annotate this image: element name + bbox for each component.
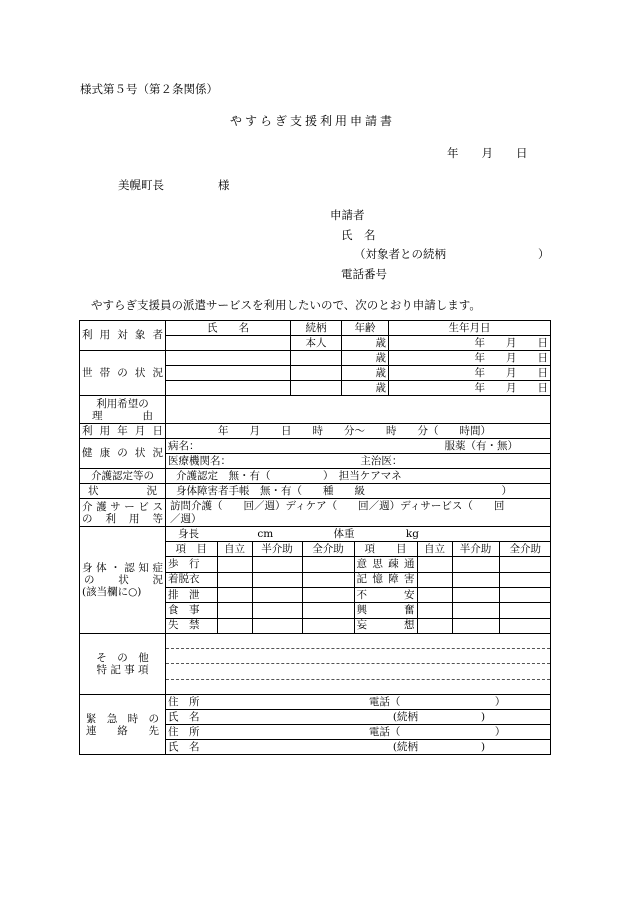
household-name-cell[interactable]: [166, 351, 291, 366]
adl-check[interactable]: [499, 557, 551, 572]
household-relation-cell[interactable]: [291, 366, 342, 381]
health-row-1[interactable]: [166, 439, 551, 454]
weight-label: 体重: [333, 528, 355, 540]
reason-input[interactable]: [166, 396, 551, 424]
col-birth: 生年月日: [389, 321, 551, 336]
adl-check[interactable]: [499, 572, 551, 587]
notes-line[interactable]: [166, 664, 550, 679]
notes-line[interactable]: [166, 634, 550, 649]
adl-header: 自立: [417, 542, 452, 557]
service-label-line1: 介護サービス: [82, 500, 163, 513]
emergency-name-row[interactable]: [166, 740, 551, 755]
adl-item-left: 食 事: [166, 603, 217, 618]
target-age[interactable]: 歳: [342, 336, 389, 351]
adl-header: 半介助: [452, 542, 499, 557]
adl-item-right: 不 安: [354, 587, 417, 602]
height-weight-row[interactable]: [166, 527, 550, 542]
adl-check[interactable]: [302, 557, 354, 572]
weight-unit: kg: [405, 528, 419, 540]
reason-label-line2: 理 由: [92, 409, 153, 422]
notes-input[interactable]: [166, 634, 551, 695]
emergency-label-line1: 緊 急 時 の: [86, 712, 159, 725]
adl-check[interactable]: [217, 618, 252, 633]
target-label: 利用対象者: [80, 321, 166, 351]
adl-item-right: 妄 想: [354, 618, 417, 633]
adl-check[interactable]: [252, 618, 302, 633]
disease-label: 病名：: [168, 439, 200, 452]
notes-label-line2: 特 記 事 項: [96, 664, 149, 676]
household-name-cell[interactable]: [166, 366, 291, 381]
reason-label: [80, 396, 166, 424]
adl-check[interactable]: [217, 603, 252, 618]
target-relation: 本人: [291, 336, 342, 351]
adl-check[interactable]: [452, 557, 499, 572]
date-input[interactable]: 年 月 日 時 分～ 時 分（ 時間）: [166, 424, 551, 439]
form-number: 様式第５号（第２条関係）: [80, 82, 218, 96]
service-input[interactable]: [166, 499, 551, 527]
adl-check[interactable]: [302, 603, 354, 618]
emergency-name-label: 氏 名: [168, 740, 200, 753]
applicant-name-label[interactable]: 氏 名: [341, 228, 376, 242]
care-row-1[interactable]: 介護認定 無・有（ ） 担当ケアマネ: [166, 469, 551, 484]
emergency-address-row[interactable]: [166, 695, 551, 710]
applicant-heading: 申請者: [330, 208, 365, 222]
height-label: 身長: [178, 528, 199, 540]
adl-check[interactable]: [217, 572, 252, 587]
adl-header: 項 目: [354, 542, 417, 557]
adl-item-right: 記憶障害: [354, 572, 417, 587]
condition-grid: [166, 527, 551, 634]
service-row-2: ／週）: [170, 512, 202, 525]
intro-text: やすらぎ支援員の派遣サービスを利用したいので、次のとおり申請します。: [91, 298, 481, 312]
adl-check[interactable]: [452, 572, 499, 587]
household-age[interactable]: 歳: [342, 381, 389, 396]
reason-label-line1: 利用希望の: [96, 397, 149, 410]
care-label-line1: 介護認定等の: [80, 469, 166, 484]
adl-header: 半介助: [252, 542, 302, 557]
adl-header: 全介助: [499, 542, 551, 557]
household-relation-cell[interactable]: [291, 351, 342, 366]
condition-label-line2: の 状 況: [84, 574, 163, 586]
condition-label: [80, 527, 166, 634]
adl-check[interactable]: [417, 572, 452, 587]
condition-label-line1: 身体・認知症: [82, 562, 163, 574]
notes-line[interactable]: [166, 649, 550, 664]
emergency-label: [80, 695, 166, 755]
date-label: 利用年月日: [80, 424, 166, 439]
adl-check[interactable]: [452, 618, 499, 633]
col-age: 年齢: [342, 321, 389, 336]
adl-check[interactable]: [252, 603, 302, 618]
adl-check[interactable]: [452, 603, 499, 618]
adl-check[interactable]: [302, 618, 354, 633]
adl-header: 自立: [217, 542, 252, 557]
col-relation: 続柄: [291, 321, 342, 336]
target-birthdate[interactable]: 年 月 日: [389, 336, 551, 351]
care-row-2[interactable]: 身体障害者手帳 無・有（ 種 級 ）: [166, 484, 551, 499]
household-name-cell[interactable]: [166, 381, 291, 396]
household-birthdate[interactable]: 年 月 日: [389, 351, 551, 366]
emergency-address-label: 住 所: [168, 725, 200, 738]
adl-header-row: [166, 542, 551, 557]
adl-check[interactable]: [417, 587, 452, 602]
medication-label: 服薬（有・無）: [444, 439, 518, 452]
emergency-name-row[interactable]: [166, 710, 551, 725]
application-date: 年 月 日: [447, 146, 528, 160]
emergency-address-row[interactable]: [166, 725, 551, 740]
adl-check[interactable]: [417, 618, 452, 633]
adl-table: [166, 542, 551, 633]
health-row-2[interactable]: [166, 454, 551, 469]
emergency-relation-label: (続柄 ): [392, 710, 486, 723]
notes-label-line1: そ の 他: [96, 652, 149, 664]
emergency-address-label: 住 所: [168, 695, 200, 708]
applicant-phone-label[interactable]: 電話番号: [341, 267, 387, 281]
household-age[interactable]: 歳: [342, 366, 389, 381]
household-age[interactable]: 歳: [342, 351, 389, 366]
health-label: 健康の状況: [80, 439, 166, 469]
col-name: 氏 名: [166, 321, 291, 336]
adl-row: [166, 587, 551, 602]
adl-check[interactable]: [217, 587, 252, 602]
adl-item-left: 失 禁: [166, 618, 217, 633]
notes-label: [80, 634, 166, 695]
adl-item-right: 興 奮: [354, 603, 417, 618]
adl-header: 全介助: [302, 542, 354, 557]
care-label-line2: 状 況: [80, 484, 166, 499]
emergency-phone-label: 電話（ ）: [368, 695, 506, 708]
document-title: やすらぎ支援利用申請書: [230, 114, 396, 128]
emergency-label-line2: 連 絡 先: [86, 724, 159, 737]
target-name-cell[interactable]: [166, 336, 291, 351]
emergency-name-label: 氏 名: [168, 710, 200, 723]
adl-item-right: 意思疎通: [354, 557, 417, 572]
service-label: [80, 499, 166, 527]
application-form-table: [79, 320, 551, 755]
notes-lines: [166, 634, 550, 694]
service-label-line2: の 利 用 等: [82, 512, 163, 525]
adl-check[interactable]: [217, 557, 252, 572]
adl-check[interactable]: [302, 572, 354, 587]
height-unit: cm: [257, 528, 274, 540]
adl-item-left: 着脱衣: [166, 572, 217, 587]
adl-row: [166, 603, 551, 618]
adl-check[interactable]: [252, 572, 302, 587]
addressee-honorific: 様: [218, 178, 230, 192]
household-birthdate[interactable]: 年 月 日: [389, 366, 551, 381]
adl-check[interactable]: [452, 587, 499, 602]
adl-row: [166, 618, 551, 633]
adl-check[interactable]: [252, 557, 302, 572]
notes-line[interactable]: [166, 679, 550, 694]
adl-row: [166, 557, 551, 572]
adl-row: [166, 572, 551, 587]
emergency-phone-label: 電話（ ）: [368, 725, 506, 738]
household-label: 世帯の状況: [80, 351, 166, 396]
adl-check[interactable]: [252, 587, 302, 602]
service-row-1: 訪問介護（ 回／週）ディケア（ 回／週）ディサービス（ 回: [170, 499, 505, 512]
adl-check[interactable]: [499, 618, 551, 633]
emergency-relation-label: (続柄 ): [392, 740, 486, 753]
institution-label: 医療機関名：: [168, 454, 231, 467]
adl-item-left: 排 泄: [166, 587, 217, 602]
household-birthdate[interactable]: 年 月 日: [389, 381, 551, 396]
applicant-relation-label[interactable]: （対象者との続柄 ）: [354, 247, 550, 261]
adl-header: 項 目: [166, 542, 217, 557]
adl-check[interactable]: [499, 587, 551, 602]
household-relation-cell[interactable]: [291, 381, 342, 396]
condition-label-line3: (該当欄に○): [82, 586, 142, 598]
adl-check[interactable]: [417, 603, 452, 618]
adl-check[interactable]: [417, 557, 452, 572]
addressee-name: 美幌町長: [118, 178, 164, 192]
doctor-label: 主治医：: [360, 454, 403, 467]
adl-check[interactable]: [499, 603, 551, 618]
adl-item-left: 歩 行: [166, 557, 217, 572]
adl-check[interactable]: [302, 587, 354, 602]
